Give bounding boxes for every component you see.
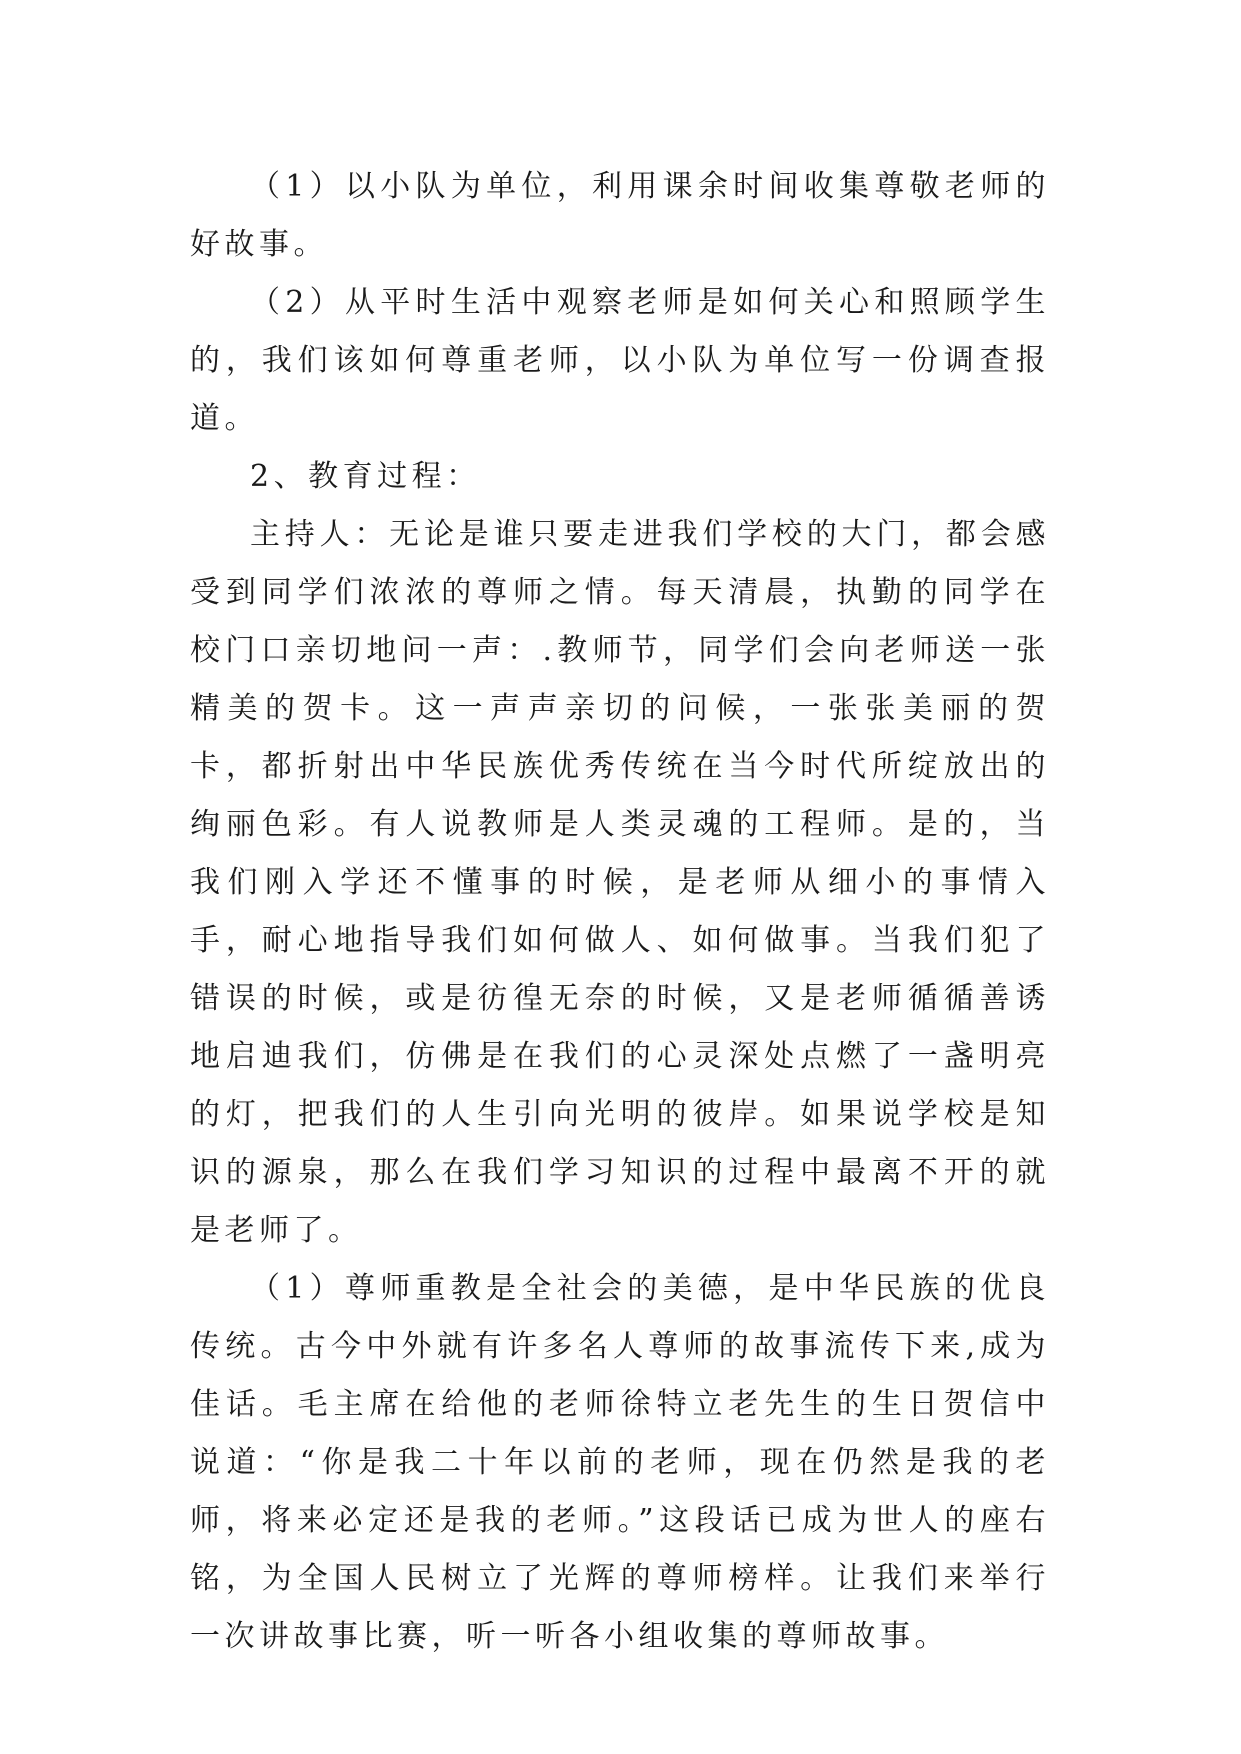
paragraph-collect-stories: （1）以小队为单位，利用课余时间收集尊敬老师的好故事。: [190, 169, 1050, 262]
section-heading-education-process: 2、教育过程：: [250, 459, 481, 494]
paragraph-observe-teachers: （2）从平时生活中观察老师是如何关心和照顾学生的，我们该如何尊重老师，以小队为单位写一份调查报道。: [190, 285, 1050, 436]
paragraph-respect-teachers: （1）尊师重教是全社会的美德，是中华民族的优良传统。古今中外就有许多名人尊师的故事流传下来,成为佳话。毛主席在给他的老师徐特立老先生的生日贺信中说道：“你是我二十年以前的老师，现在仍然是我的老师，将来必定还是我的老师。”这段话已成为世人的座右铭，为全国人民树立了光辉的尊师榜样。让我们来举行一次讲故事比赛，听一听各小组收集的尊师故事。: [190, 1271, 1050, 1654]
paragraph-host-speech: 主持人：无论是谁只要走进我们学校的大门，都会感受到同学们浓浓的尊师之情。每天清晨，执勤的同学在校门口亲切地问一声：.教师节，同学们会向老师送一张精美的贺卡。这一声声亲切的问候，一张张美丽的贺卡，都折射出中华民族优秀传统在当今时代所绽放出的绚丽色彩。有人说教师是人类灵魂的工程师。是的，当我们刚入学还不懂事的时候，是老师从细小的事情入手，耐心地指导我们如何做人、如何做事。当我们犯了错误的时候，或是彷徨无奈的时候，又是老师循循善诱地启迪我们，仿佛是在我们的心灵深处点燃了一盏明亮的灯，把我们的人生引向光明的彼岸。如果说学校是知识的源泉，那么在我们学习知识的过程中最离不开的就是老师了。: [190, 517, 1050, 1248]
document-page: [190, 158, 1050, 1666]
